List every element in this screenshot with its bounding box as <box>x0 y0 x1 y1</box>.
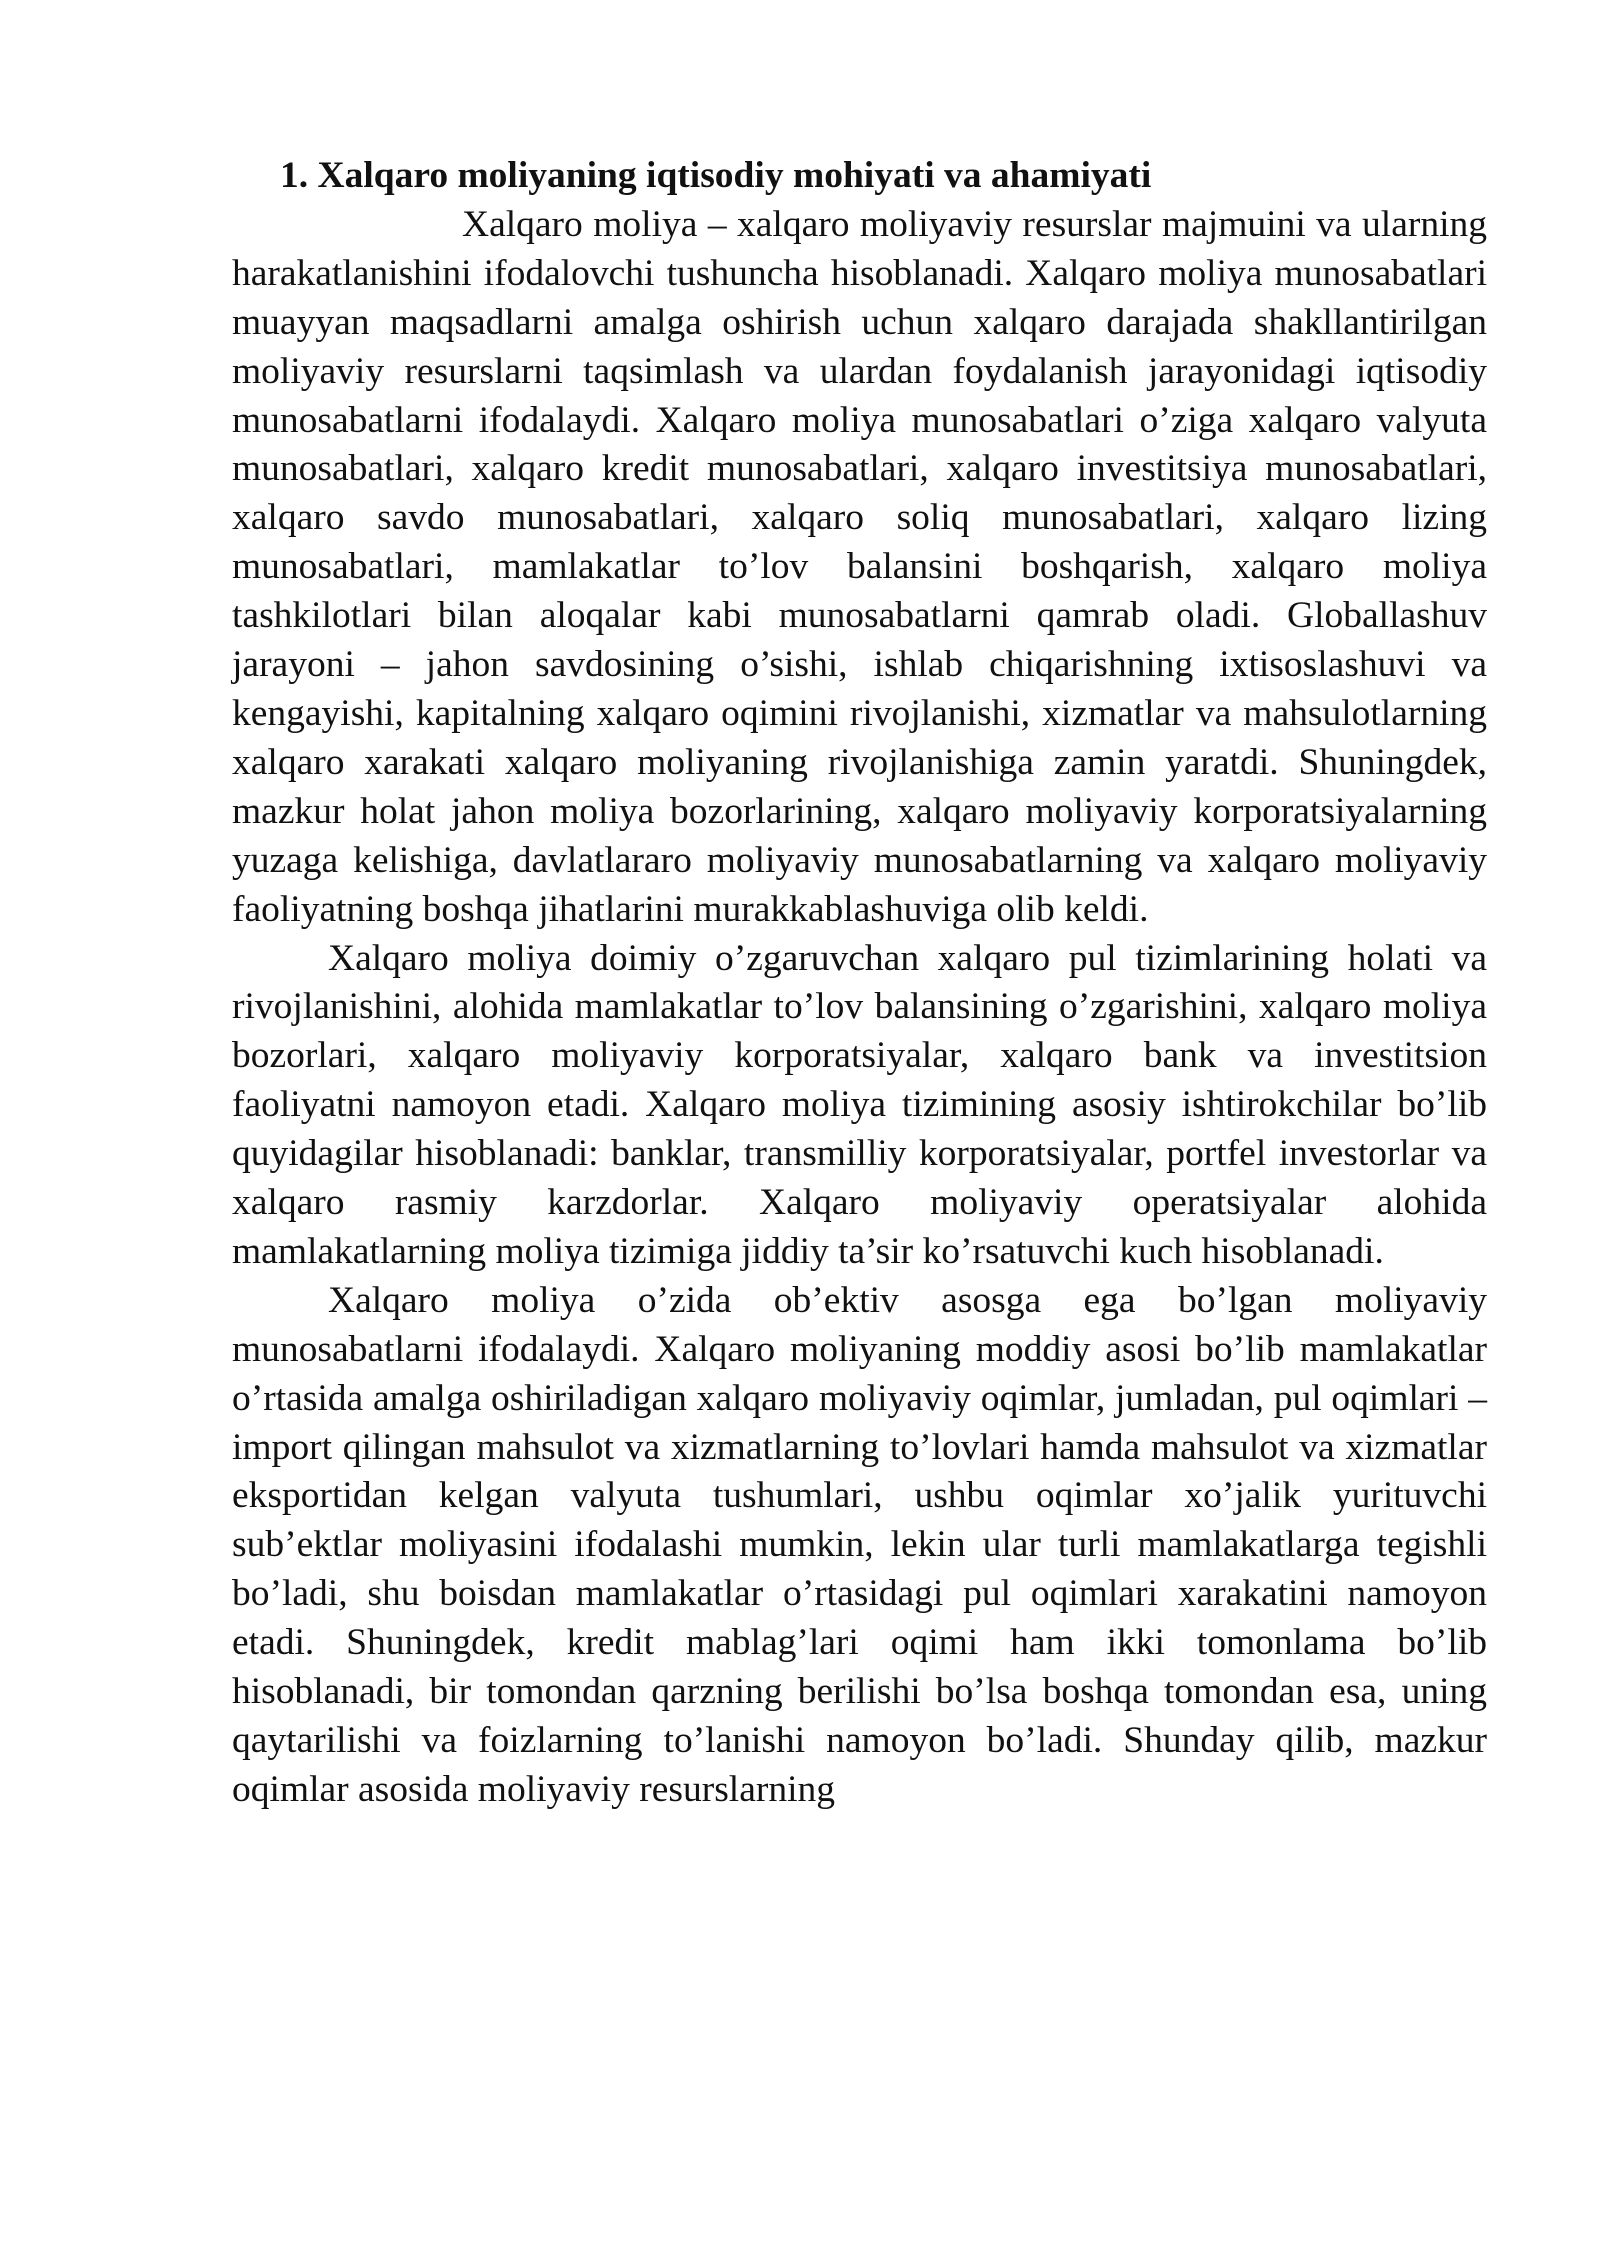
section-heading: 1. Xalqaro moliyaning iqtisodiy mohiyati va ahamiyati <box>280 155 1152 196</box>
document-body <box>232 152 1487 1815</box>
paragraph-1: Xalqaro moliya – xalqaro moliyaviy resurslar majmuini va ularning harakatlanishini ifodalovchi tushuncha hisoblanadi. Xalqaro moliya munosabatlari muayyan maqsadlarni amalga oshirish uchun xalqaro darajada shakllantirilgan moliyaviy resurslarni taqsimlash va ulardan foydalanish jarayonidagi iqtisodiy munosabatlarni ifodalaydi. Xalqaro moliya munosabatlari o’ziga xalqaro valyuta munosabatlari, xalqaro kredit munosabatlari, xalqaro investitsiya munosabatlari, xalqaro savdo munosabatlari, xalqaro soliq munosabatlari, xalqaro lizing munosabatlari, mamlakatlar to’lov balansini boshqarish, xalqaro moliya tashkilotlari bilan aloqalar kabi munosabatlarni qamrab oladi. Globallashuv jarayoni – jahon savdosining o’sishi, ishlab chiqarishning ixtisoslashuvi va kengayishi, kapitalning xalqaro oqimini rivojlanishi, xizmatlar va mahsulotlarning xalqaro xarakati xalqaro moliyaning rivojlanishiga zamin yaratdi. Shuningdek, mazkur holat jahon moliya bozorlarining, xalqaro moliyaviy korporatsiyalarning yuzaga kelishiga, davlatlararo moliyaviy munosabatlarning va xalqaro moliyaviy faoliyatning boshqa jihatlarini murakkablashuviga olib keldi. <box>232 203 1487 930</box>
paragraph-3: Xalqaro moliya o’zida ob’ektiv asosga ega bo’lgan moliyaviy munosabatlarni ifodalaydi. Xalqaro moliyaning moddiy asosi bo’lib mamlakatlar o’rtasida amalga oshiriladigan xalqaro moliyaviy oqimlar, jumladan, pul oqimlari – import qilingan mahsulot va xizmatlarning to’lovlari hamda mahsulot va xizmatlar eksportidan kelgan valyuta tushumlari, ushbu oqimlar xo’jalik yurituvchi sub’ektlar moliyasini ifodalashi mumkin, lekin ular turli mamlakatlarga tegishli bo’ladi, shu boisdan mamlakatlar o’rtasidagi pul oqimlari xarakatini namoyon etadi. Shuningdek, kredit mablag’lari oqimi ham ikki tomonlama bo’lib hisoblanadi, bir tomondan qarzning berilishi bo’lsa boshqa tomondan esa, uning qaytarilishi va foizlarning to’lanishi namoyon bo’ladi. Shunday qilib, mazkur oqimlar asosida moliyaviy resurslarning <box>232 1279 1487 1810</box>
paragraph-2: Xalqaro moliya doimiy o’zgaruvchan xalqaro pul tizimlarining holati va rivojlanishini, alohida mamlakatlar to’lov balansining o’zgarishini, xalqaro moliya bozorlari, xalqaro moliyaviy korporatsiyalar, xalqaro bank va investitsion faoliyatni namoyon etadi. Xalqaro moliya tizimining asosiy ishtirokchilar bo’lib quyidagilar hisoblanadi: banklar, transmilliy korporatsiyalar, portfel investorlar va xalqaro rasmiy karzdorlar. Xalqaro moliyaviy operatsiyalar alohida mamlakatlarning moliya tizimiga jiddiy ta’sir ko’rsatuvchi kuch hisoblanadi. <box>232 937 1487 1272</box>
